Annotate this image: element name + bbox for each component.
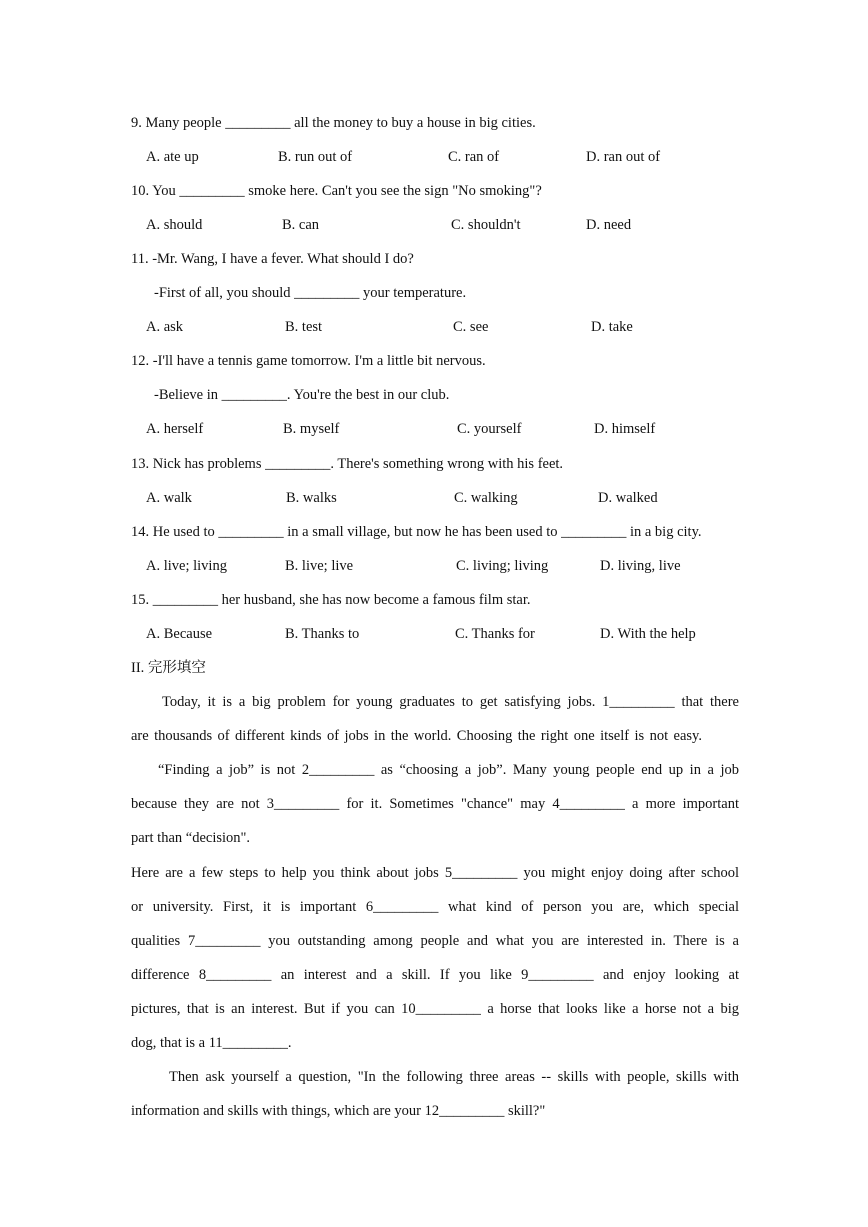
question-14-stem: 14. He used to _________ in a small village, but now he has been used to _________ in a big city.: [131, 524, 702, 540]
question-12-option-a: A. herself: [146, 421, 204, 437]
question-10-option-a: A. should: [146, 217, 203, 233]
question-9-option-d: D. ran out of: [586, 149, 661, 165]
question-9-option-b: B. run out of: [278, 149, 353, 165]
passage-line: dog, that is a 11_________.: [131, 1035, 292, 1051]
question-14-option-b: B. live; live: [285, 558, 354, 574]
question-13-option-a: A. walk: [146, 490, 192, 506]
question-14-option-d: D. living, live: [600, 558, 681, 574]
question-13-stem: 13. Nick has problems _________. There's something wrong with his feet.: [131, 456, 564, 472]
passage-line: Here are a few steps to help you think about jobs 5_________ you might enjoy doing after school: [131, 865, 739, 881]
passage-line: Today, it is a big problem for young graduates to get satisfying jobs. 1_________ that there: [162, 694, 739, 710]
question-11-option-b: B. test: [285, 319, 323, 335]
question-15-option-b: B. Thanks to: [285, 626, 360, 642]
question-12-option-b: B. myself: [283, 421, 340, 437]
passage-line: are thousands of different kinds of jobs in the world. Choosing the right one itself is not easy.: [131, 728, 702, 744]
question-9-option-c: C. ran of: [448, 149, 500, 165]
question-15-option-a: A. Because: [146, 626, 213, 642]
passage-line: pictures, that is an interest. But if you can 10_________ a horse that looks like a horse not a big: [131, 1001, 739, 1017]
question-13-option-d: D. walked: [598, 490, 658, 506]
question-12-stem: 12. -I'll have a tennis game tomorrow. I'm a little bit nervous.: [131, 353, 486, 369]
question-14-option-c: C. living; living: [456, 558, 549, 574]
question-12-stem-reply: -Believe in _________. You're the best in our club.: [154, 387, 450, 403]
passage-line: “Finding a job” is not 2_________ as “choosing a job”. Many young people end up in a job: [158, 762, 739, 778]
question-15-option-c: C. Thanks for: [455, 626, 535, 642]
passage-line: because they are not 3_________ for it. Sometimes "chance" may 4_________ a more important: [131, 796, 739, 812]
section-heading: II. 完形填空: [131, 660, 206, 676]
question-15-option-d: D. With the help: [600, 626, 696, 642]
question-11-option-c: C. see: [453, 319, 489, 335]
question-13-option-b: B. walks: [286, 490, 337, 506]
passage-line: information and skills with things, which are your 12_________ skill?": [131, 1103, 546, 1119]
question-13-option-c: C. walking: [454, 490, 518, 506]
passage-line: difference 8_________ an interest and a skill. If you like 9_________ and enjoy looking at: [131, 967, 739, 983]
question-12-option-c: C. yourself: [457, 421, 522, 437]
question-11-option-d: D. take: [591, 319, 633, 335]
question-11-stem: 11. -Mr. Wang, I have a fever. What should I do?: [131, 251, 414, 267]
question-10-option-d: D. need: [586, 217, 632, 233]
passage-line: or university. First, it is important 6_________ what kind of person you are, which special: [131, 899, 739, 915]
question-11-option-a: A. ask: [146, 319, 184, 335]
question-9-stem: 9. Many people _________ all the money to buy a house in big cities.: [131, 115, 536, 131]
question-10-stem: 10. You _________ smoke here. Can't you see the sign "No smoking"?: [131, 183, 542, 199]
question-12-option-d: D. himself: [594, 421, 656, 437]
question-10-option-c: C. shouldn't: [451, 217, 521, 233]
passage-line: qualities 7_________ you outstanding among people and what you are interested in. There is a: [131, 933, 739, 949]
question-11-stem-reply: -First of all, you should _________ your temperature.: [154, 285, 467, 301]
question-10-option-b: B. can: [282, 217, 320, 233]
question-9-option-a: A. ate up: [146, 149, 199, 165]
question-15-stem: 15. _________ her husband, she has now become a famous film star.: [131, 592, 531, 608]
passage-line: part than “decision".: [131, 830, 251, 846]
question-14-option-a: A. live; living: [146, 558, 227, 574]
passage-line: Then ask yourself a question, "In the following three areas -- skills with people, skills with: [169, 1069, 739, 1085]
